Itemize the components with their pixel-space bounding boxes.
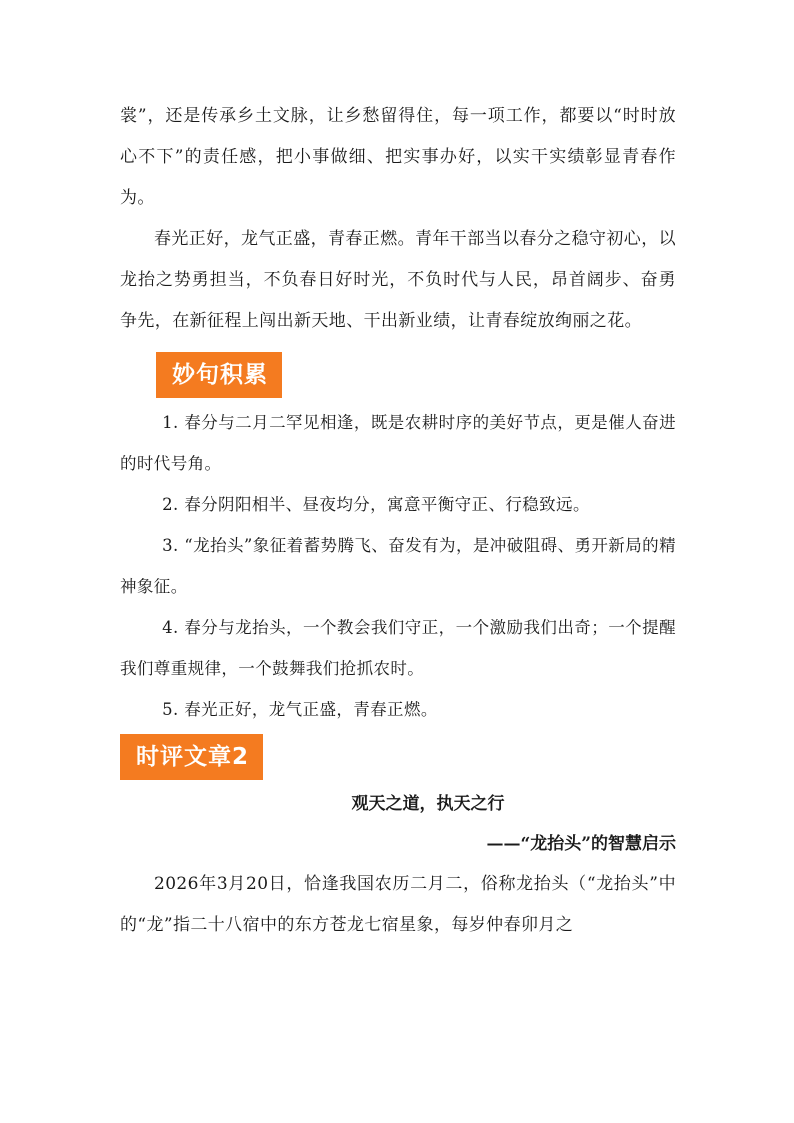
sentence-item-2: 2. 春分阴阳相半、昼夜均分，寓意平衡守正、行稳致远。 [162, 495, 590, 514]
sentences-heading: 妙句积累 [156, 352, 282, 398]
article-heading-wrap [120, 734, 676, 780]
sentence-item-3: 3. “龙抬头”象征着蓄势腾飞、奋发有为，是冲破阻碍、勇开新局的精神象征。 [120, 536, 676, 596]
article-heading: 时评文章2 [120, 734, 263, 780]
article-title: 观天之道，执天之行 [351, 794, 505, 814]
sentences-heading-wrap [156, 352, 676, 398]
page-content [120, 96, 676, 946]
sentence-list [120, 402, 676, 730]
intro-paragraph-1: 裳”，还是传承乡土文脉，让乡愁留得住，每一项工作，都要以“时时放心不下”的责任感，把小事做细、把实事办好，以实干实绩彰显青春作为。 [120, 106, 676, 208]
sentence-item-1: 1. 春分与二月二罕见相逢，既是农耕时序的美好节点，更是催人奋进的时代号角。 [120, 413, 676, 473]
sentence-item-4: 4. 春分与龙抬头，一个教会我们守正，一个激励我们出奇；一个提醒我们尊重规律，一个鼓舞我们抢抓农时。 [120, 618, 676, 678]
intro-paragraph-2: 春光正好，龙气正盛，青春正燃。青年干部当以春分之稳守初心，以龙抬之势勇担当，不负春日好时光，不负时代与人民，昂首阔步、奋勇争先，在新征程上闯出新天地、干出新业绩，让青春绽放绚丽之花。 [120, 229, 676, 331]
article-subtitle: ——“龙抬头”的智慧启示 [486, 834, 676, 854]
sentence-item-5: 5. 春光正好，龙气正盛，青春正燃。 [162, 700, 438, 719]
article-body-paragraph: 2026年3月20日，恰逢我国农历二月二，俗称龙抬头（“龙抬头”中的“龙”指二十八宿中的东方苍龙七宿星象，每岁仲春卯月之 [120, 874, 676, 935]
